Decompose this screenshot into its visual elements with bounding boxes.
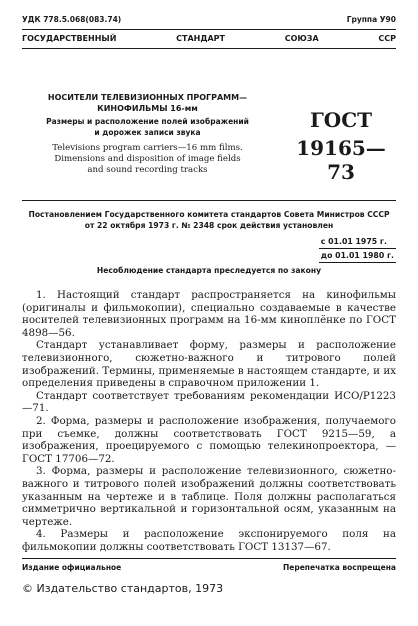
title-en-line: and sound recording tracks: [87, 165, 208, 175]
decree-text: [22, 209, 396, 231]
title-en-line: Televisions program carriers—16 mm films.: [52, 143, 243, 153]
penalty-notice: Несоблюдение стандарта преследуется по закону: [96, 266, 322, 275]
standard-body: [22, 289, 396, 553]
paragraph: 2. Форма, размеры и расположение изображения, получаемого при съемке, должны соответствовать ГОСТ 9215—59, а изображения, проецируемого с помощью телекинопроектора, — ГОСТ 17706—72.: [22, 414, 396, 465]
subtitle-line: Размеры и расположение полей изображений: [46, 117, 249, 126]
paragraph: 4. Размеры и расположение экспонируемого поля на фильмокопии должны соответствовать ГОСТ 13137—67.: [22, 528, 396, 553]
copyright-note: © Издательство стандартов, 1973: [22, 582, 224, 595]
title-line: НОСИТЕЛИ ТЕЛЕВИЗИОННЫХ ПРОГРАММ—: [47, 93, 248, 102]
edition-note: Издание официальное: [22, 563, 122, 572]
date-to: до 01.01 1980 г.: [319, 249, 396, 263]
title-russian: [30, 92, 265, 114]
banner-word: СТАНДАРТ: [176, 34, 225, 43]
decree-line: от 22 октября 1973 г. № 2348 срок действия установлен: [84, 221, 334, 230]
banner-word: СОЮЗА: [284, 34, 319, 43]
gost-number: 19165—73: [296, 136, 386, 184]
subtitle-line: и дорожек записи звука: [94, 128, 201, 137]
paragraph: 1. Настоящий стандарт распространяется на кинофильмы (оригиналы и фильмокопии), специально создаваемые в качестве носителей телевизионных программ на 16-мм киноплёнке по ГОСТ 4898—56.: [22, 289, 396, 339]
banner-rule: [22, 48, 396, 49]
paragraph: Стандарт устанавливает форму, размеры и расположение телевизионного, сюжетно-важного и титрового полей изображений. Термины, применяемые в настоящем стандарте, и их определения приведены в справочном приложении 1.: [22, 339, 396, 390]
group-code: Группа У90: [346, 15, 396, 24]
validity-dates: [319, 235, 396, 263]
date-from: с 01.01 1975 г.: [319, 235, 396, 249]
gost-label: ГОСТ: [309, 108, 373, 132]
paragraph: Стандарт соответствует требованиям рекомендации ИСО/Р1223—71.: [22, 389, 396, 415]
standard-banner: [22, 34, 396, 43]
udk-code: УДК 778.5.068(083.74): [22, 15, 122, 24]
subtitle-russian: [30, 116, 265, 138]
section-rule: [22, 200, 396, 201]
title-en-line: Dimensions and disposition of image fields: [54, 154, 241, 164]
title-line: КИНОФИЛЬМЫ 16-мм: [97, 104, 198, 113]
paragraph: 3. Форма, размеры и расположение телевизионного, сюжетно-важного и титрового полей изображений должны соответствовать указанным на чертеже и в таблице. Поля должны располагаться симметрично вертикальной и горизонтальной осям, указанным на чертеже.: [22, 465, 396, 528]
banner-word: ГОСУДАРСТВЕННЫЙ: [22, 34, 117, 43]
banner-word: ССР: [378, 34, 396, 43]
reprint-note: Перепечатка воспрещена: [282, 563, 396, 572]
decree-line: Постановлением Государственного комитета стандартов Совета Министров СССР: [28, 210, 390, 219]
top-rule: [22, 29, 396, 30]
title-english: [30, 143, 265, 176]
footer-rule: [22, 558, 396, 559]
